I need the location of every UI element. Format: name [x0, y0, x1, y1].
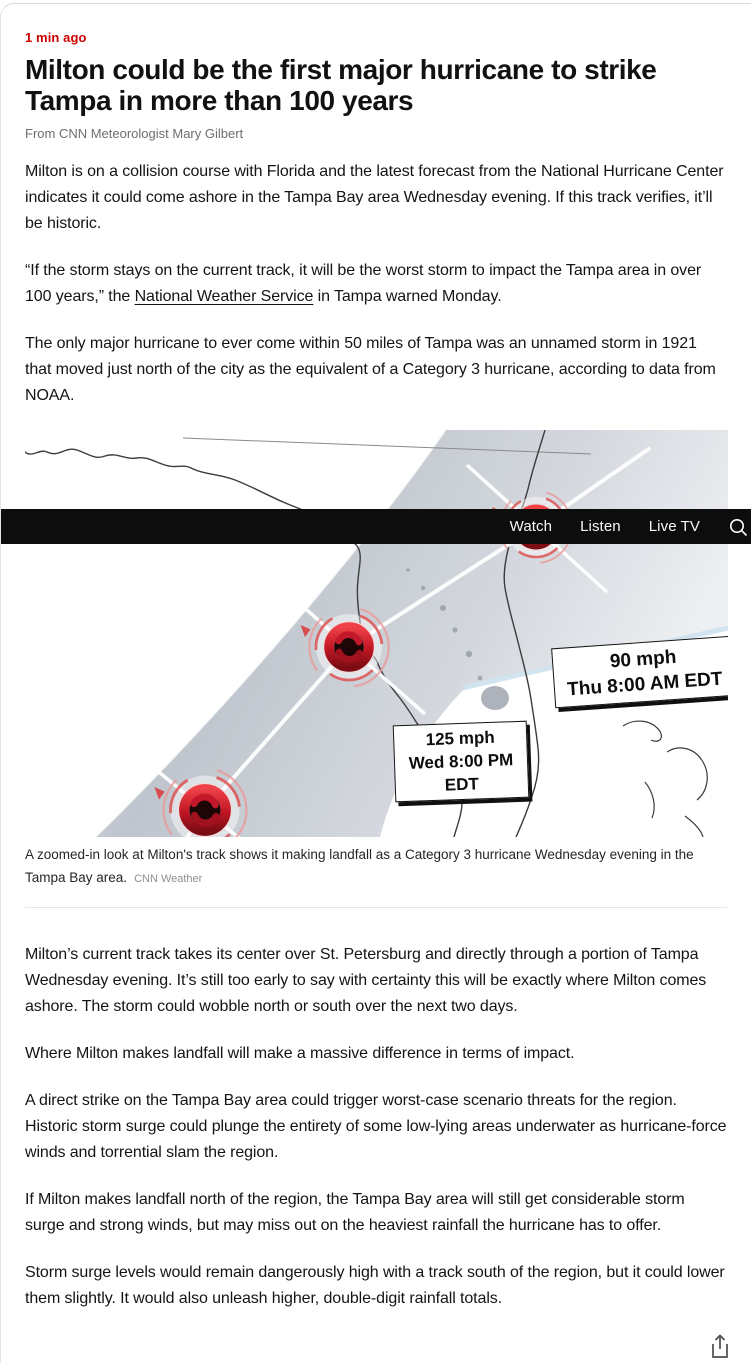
paragraph-track: Milton’s current track takes its center over St. Petersburg and directly through a portion of Tampa Wednesday evening. It’s still too early to say with certainty this will be exactly where Milton comes ashore. The storm could wobble north or south over the next two days.: [25, 946, 707, 1015]
article-timestamp: 1 min ago: [25, 30, 87, 45]
label-speed: 125 mph: [425, 727, 495, 750]
label-speed: 90 mph: [609, 646, 678, 673]
top-navbar: [1, 509, 751, 544]
article-headline: Milton could be the first major hurricane to strike Tampa in more than 100 years: [25, 54, 657, 116]
paragraph-intro: Milton is on a collision course with Florida and the latest forecast from the National Hurricane Center indicates it could come ashore in the Tampa Bay area Wednesday evening. If this track verifies, it’ll be historic.: [25, 163, 724, 232]
paragraph-north-landfall: If Milton makes landfall north of the region, the Tampa Bay area will still get considerable storm surge and strong winds, but may miss out on the heaviest rainfall the hurricane has to offer.: [25, 1191, 685, 1234]
map-graphic: [25, 430, 728, 837]
image-caption: [25, 843, 727, 891]
hurricane-track-map-image: [25, 430, 728, 837]
lake-okeechobee: [481, 686, 509, 710]
quote-text-before: “If the storm stays on the current track, it will be the worst storm to impact the Tampa area in over 100 years,” the: [25, 262, 702, 305]
nav-item-live-tv[interactable]: Live TV: [648, 518, 700, 535]
caption-text: A zoomed-in look at Milton's track shows it making landfall as a Category 3 hurricane Wednesday evening in the Tampa Bay area.: [25, 847, 694, 885]
nws-link[interactable]: National Weather Service: [134, 288, 314, 305]
map-label-125mph: [393, 721, 530, 803]
nav-item-listen[interactable]: Listen: [580, 518, 621, 535]
section-divider: [25, 907, 727, 908]
paragraph-direct-strike: A direct strike on the Tampa Bay area could trigger worst-case scenario threats for the region. Historic storm surge could plunge the entirety of some low-lying areas underwater as hurricane-force winds and torrential slam the region.: [25, 1092, 727, 1161]
paragraph-noaa: The only major hurricane to ever come within 50 miles of Tampa was an unnamed storm in 1921 that moved just north of the city as the equivalent of a Category 3 hurricane, according to data from NOAA.: [25, 335, 716, 404]
map-label-90mph: [551, 636, 728, 709]
search-icon: [728, 517, 748, 537]
quote-text-after: in Tampa warned Monday.: [313, 288, 502, 305]
nav-item-watch[interactable]: Watch: [509, 518, 553, 535]
article-card: [0, 3, 751, 1363]
paragraph-landfall: Where Milton makes landfall will make a massive difference in terms of impact.: [25, 1045, 575, 1062]
label-time: Wed 8:00 PM EDT: [408, 750, 514, 795]
search-button[interactable]: [728, 517, 748, 537]
article-byline: From CNN Meteorologist Mary Gilbert: [25, 126, 244, 141]
label-time: Thu 8:00 AM EDT: [566, 668, 724, 701]
caption-credit: CNN Weather: [134, 873, 203, 885]
paragraph-storm-surge: Storm surge levels would remain dangerously high with a track south of the region, but it could lower them slightly. It would also unleash higher, double-digit rainfall totals.: [25, 1264, 725, 1307]
paragraph-quote: [25, 258, 727, 310]
share-icon: [708, 1333, 732, 1360]
share-button[interactable]: [708, 1333, 732, 1363]
